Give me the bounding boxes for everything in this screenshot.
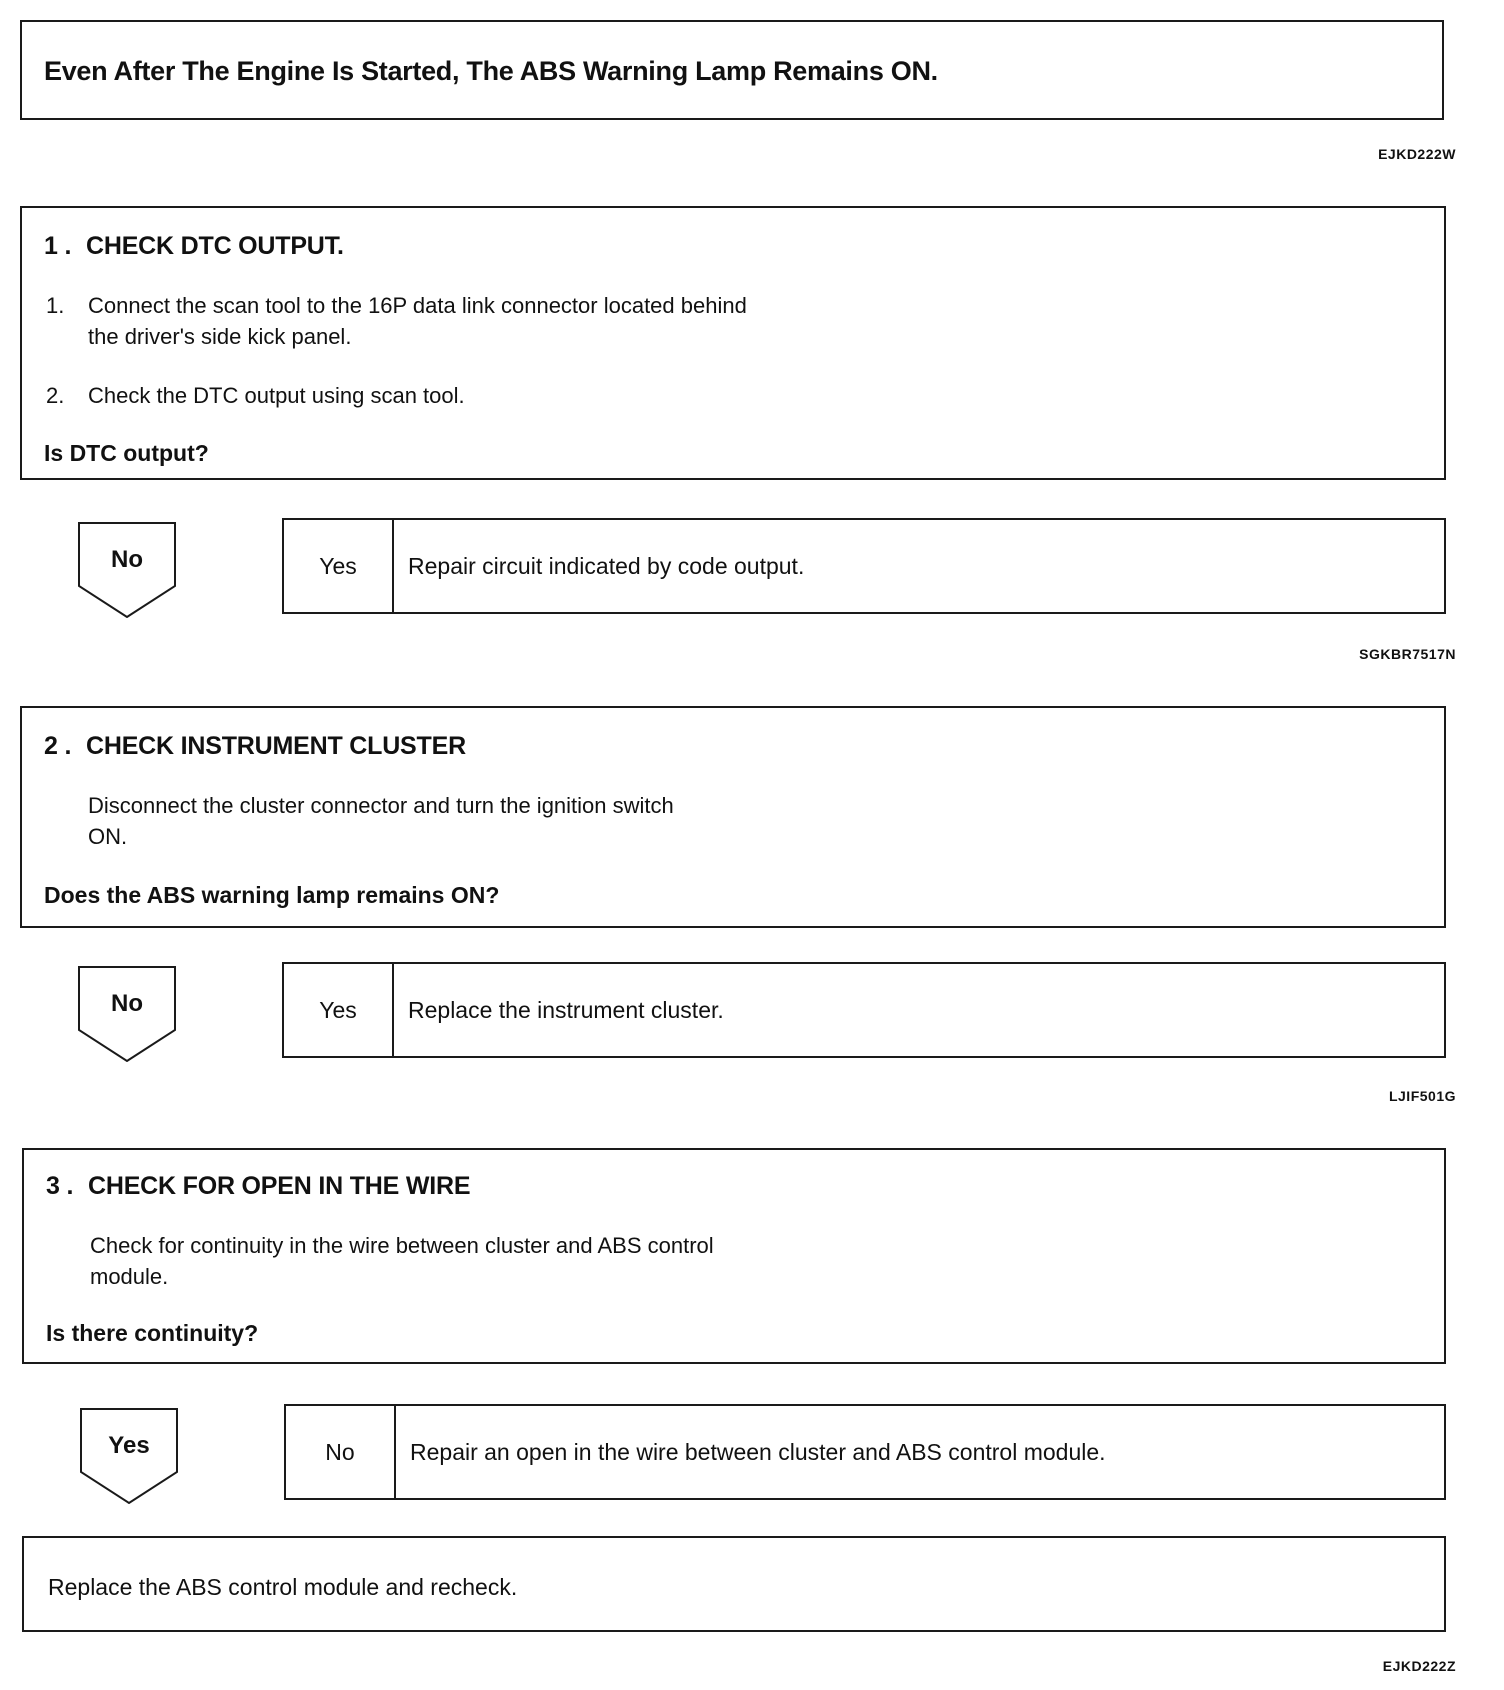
continue-label: No <box>111 990 143 1017</box>
figure-code: EJKD222W <box>1378 146 1456 162</box>
step-2-heading <box>44 732 466 761</box>
step-2-title: CHECK INSTRUMENT CLUSTER <box>86 732 466 760</box>
final-action-text: Replace the ABS control module and recheck. <box>48 1574 518 1600</box>
step-3-question: Is there continuity? <box>46 1320 259 1346</box>
step-3-instruction <box>90 1230 714 1292</box>
step-3-title: CHECK FOR OPEN IN THE WIRE <box>88 1172 471 1200</box>
instruction-text: Check the DTC output using scan tool. <box>88 383 465 408</box>
instruction-text: module. <box>90 1264 169 1289</box>
step-1-continue-arrow <box>78 522 176 618</box>
instruction-text: Connect the scan tool to the 16P data link connector located behind <box>88 293 747 318</box>
step-1-title: CHECK DTC OUTPUT. <box>86 232 344 260</box>
continue-label: Yes <box>108 1432 150 1459</box>
step-2-instruction <box>88 790 674 852</box>
figure-code: SGKBR7517N <box>1359 646 1456 662</box>
instruction-text: ON. <box>88 824 128 849</box>
step-3-box <box>22 1148 1446 1364</box>
step-1-question: Is DTC output? <box>44 440 209 466</box>
page-title: Even After The Engine Is Started, The ABS Warning Lamp Remains ON. <box>44 56 938 86</box>
continue-label: No <box>111 546 143 573</box>
step-3-heading <box>46 1172 470 1201</box>
final-action-box <box>22 1536 1446 1632</box>
step-1-branch <box>282 518 1446 614</box>
instruction-number: 2. <box>46 383 65 408</box>
figure-code: LJIF501G <box>1388 1088 1456 1104</box>
instruction-text: Check for continuity in the wire between cluster and ABS control <box>90 1233 714 1258</box>
step-2-number: 2 . <box>44 732 72 760</box>
instruction-text: the driver's side kick panel. <box>88 324 352 349</box>
branch-answer: Yes <box>284 520 394 612</box>
branch-action: Replace the instrument cluster. <box>408 996 724 1023</box>
step-1-heading <box>44 232 344 261</box>
step-1-box <box>20 206 1446 480</box>
step-2-question: Does the ABS warning lamp remains ON? <box>44 882 500 908</box>
figure-code: EJKD222Z <box>1382 1658 1456 1674</box>
step-3-continue-arrow <box>80 1408 178 1504</box>
step-3-branch <box>284 1404 1446 1500</box>
branch-action: Repair an open in the wire between cluster and ABS control module. <box>410 1438 1106 1465</box>
branch-answer: No <box>286 1406 396 1498</box>
step-1-instruction-1 <box>46 290 747 352</box>
step-1-number: 1 . <box>44 232 72 260</box>
step-2-continue-arrow <box>78 966 176 1062</box>
instruction-text: Disconnect the cluster connector and turn the ignition switch <box>88 793 674 818</box>
header-box <box>20 20 1444 120</box>
step-2-branch <box>282 962 1446 1058</box>
instruction-number: 1. <box>46 293 65 318</box>
branch-answer: Yes <box>284 964 394 1056</box>
step-2-box <box>20 706 1446 928</box>
branch-action: Repair circuit indicated by code output. <box>408 552 805 579</box>
step-1-instruction-2 <box>46 380 465 411</box>
step-3-number: 3 . <box>46 1172 74 1200</box>
